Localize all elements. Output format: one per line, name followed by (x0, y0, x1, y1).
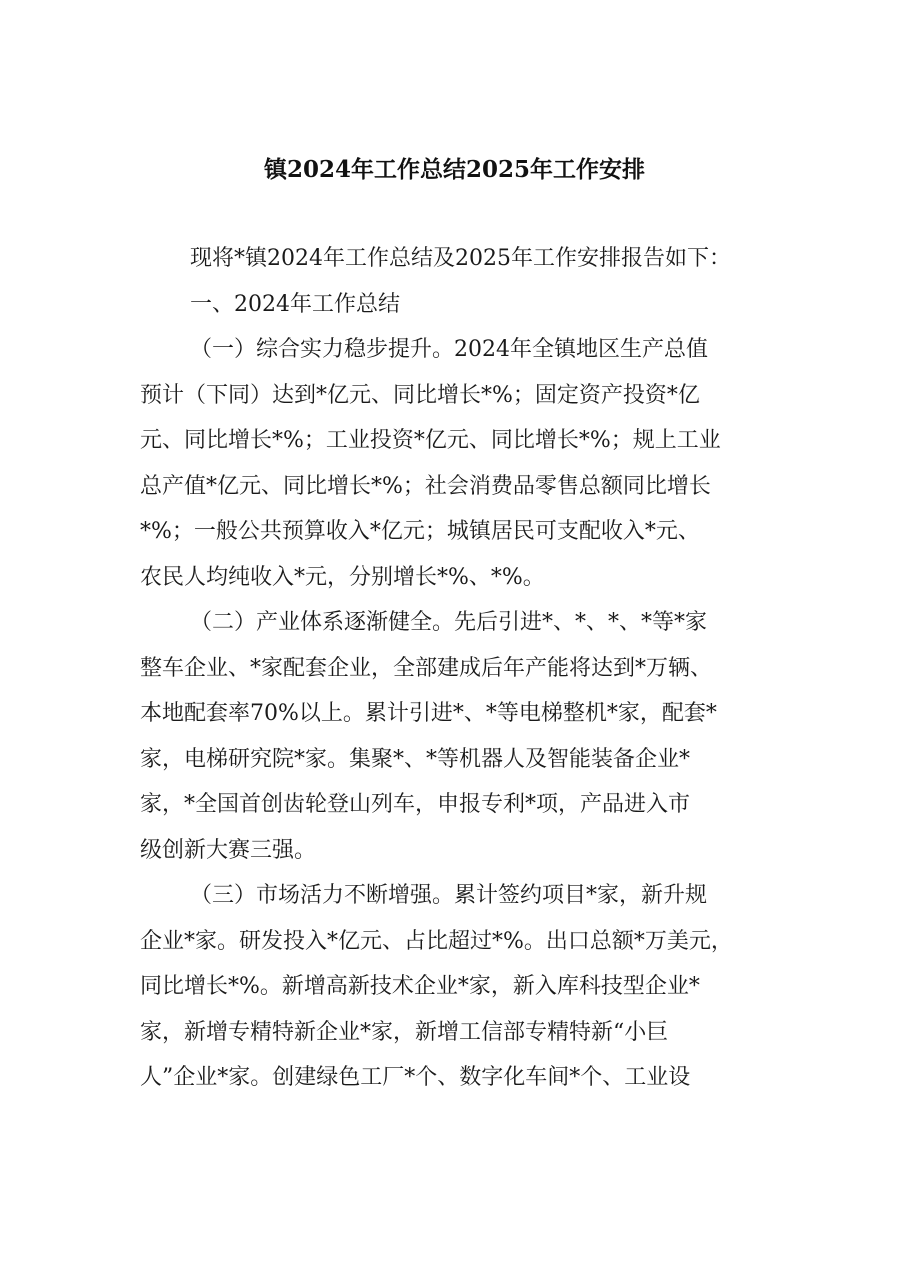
paragraph-line: （三）市场活力不断增强。累计签约项目*家，新升规 (190, 883, 708, 908)
paragraph-line-intro: 现将*镇2024年工作总结及2025年工作安排报告如下： (190, 246, 731, 271)
paragraph-line: 家，电梯研究院*家。集聚*、*等机器人及智能装备企业* (140, 746, 691, 772)
paragraph-line: 级创新大赛三强。 (140, 837, 317, 863)
paragraph-line: 总产值*亿元、同比增长*%；社会消费品零售总额同比增长 (140, 473, 711, 499)
paragraph-line: 人”企业*家。创建绿色工厂*个、数字化车间*个、工业设 (140, 1065, 691, 1090)
paragraph-line: 农民人均纯收入*元，分别增长*%、*%。 (140, 564, 545, 590)
paragraph-line: （二）产业体系逐渐健全。先后引进*、*、*、*等*家 (190, 610, 708, 635)
paragraph-line: 家，*全国首创齿轮登山列车，申报专利*项，产品进入市 (140, 792, 691, 817)
paragraph-line: 整车企业、*家配套企业，全部建成后年产能将达到*万辆、 (140, 655, 713, 681)
paragraph-line: （一）综合实力稳步提升。2024年全镇地区生产总值 (190, 337, 708, 362)
paragraph-line: 元、同比增长*%；工业投资*亿元、同比增长*%；规上工业 (140, 428, 721, 453)
paragraph-line: 家，新增专精特新企业*家，新增工信部专精特新“小巨 (140, 1019, 669, 1045)
paragraph-line: *%；一般公共预算收入*亿元；城镇居民可支配收入*元、 (140, 519, 700, 544)
document-body (140, 236, 800, 1101)
document-title: 镇2024年工作总结2025年工作安排 (263, 156, 646, 183)
paragraph-line: 本地配套率70%以上。累计引进*、*等电梯整机*家，配套* (140, 701, 717, 726)
paragraph-line: 企业*家。研发投入*亿元、占比超过*%。出口总额*万美元， (140, 928, 733, 954)
paragraph-line: 预计（下同）达到*亿元、同比增长*%；固定资产投资*亿 (140, 382, 700, 408)
paragraph-line: 同比增长*%。新增高新技术企业*家，新入库科技型企业* (140, 974, 700, 999)
section-heading-2024-summary: 一、2024年工作总结 (190, 291, 400, 317)
